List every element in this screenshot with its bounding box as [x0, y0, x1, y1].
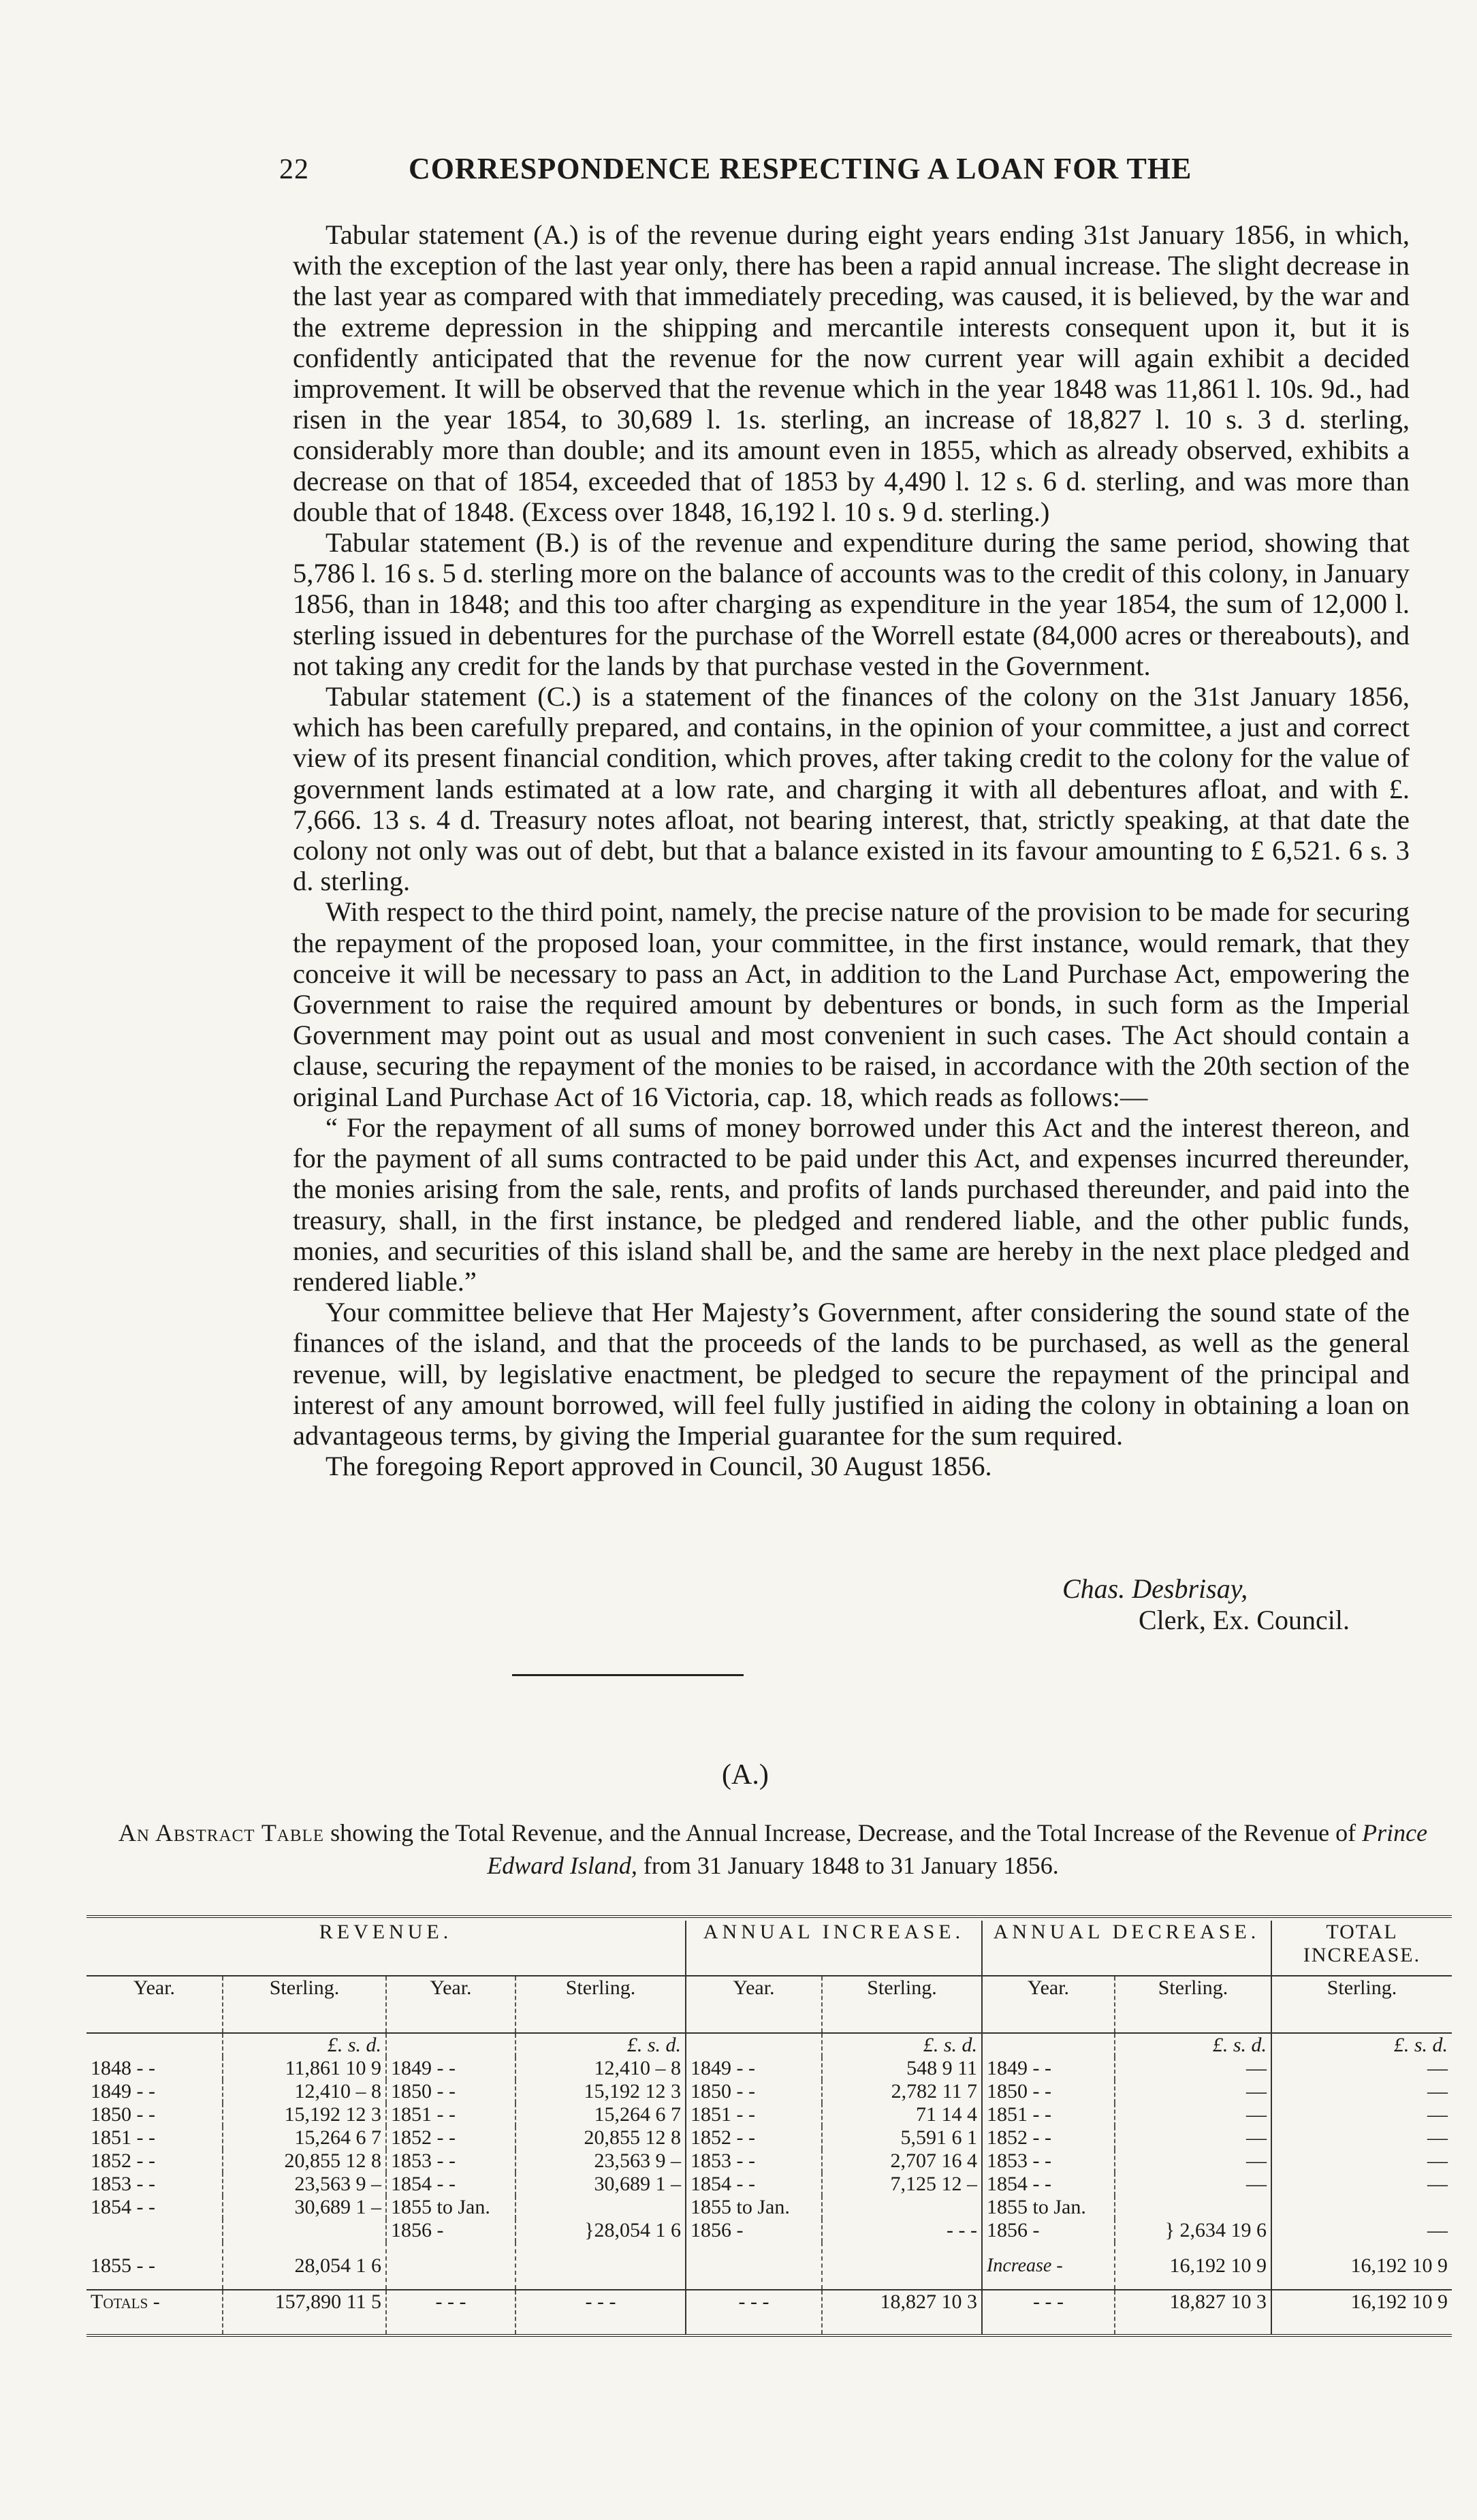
- rev1-year-cell: 1850 - -: [91, 2103, 155, 2126]
- rev1-value-cell: 30,689 1 –: [223, 2196, 386, 2219]
- rev1-year-cell: 1855 - -: [91, 2254, 155, 2277]
- inc-year-cell: 1850 - -: [686, 2080, 822, 2103]
- dec-year-cell: 1850 - -: [982, 2080, 1115, 2103]
- table-row: [86, 2126, 1452, 2149]
- inc-value-cell: 548 9 11: [822, 2057, 982, 2080]
- col-year: Year.: [86, 1976, 223, 2033]
- rev2-value-cell: 15,264 6 7: [515, 2103, 686, 2126]
- rev2-value-cell: 20,855 12 8: [515, 2126, 686, 2149]
- units-label: £. s. d.: [223, 2033, 386, 2057]
- rev2-value-cell: [515, 2196, 686, 2219]
- dec-year-cell: 1855 to Jan.: [982, 2196, 1115, 2219]
- inc-value-cell: [822, 2242, 982, 2290]
- col-sterling: Sterling.: [1115, 1976, 1271, 2033]
- rev1-value-cell: 20,855 12 8: [223, 2149, 386, 2173]
- caption-island: Prince Edward Island,: [487, 1819, 1428, 1879]
- col-sterling: Sterling.: [822, 1976, 982, 2033]
- inc-year-cell: [686, 2242, 822, 2290]
- totals-dash: - - -: [386, 2290, 515, 2335]
- running-title: CORRESPONDENCE RESPECTING A LOAN FOR THE: [409, 152, 1192, 185]
- total-increase-cell: —: [1271, 2126, 1452, 2149]
- table-row: [86, 2242, 1452, 2290]
- table-row: [86, 2219, 1452, 2242]
- col-sterling: Sterling.: [515, 1976, 686, 2033]
- rev1-year-cell: 1851 - -: [91, 2126, 155, 2149]
- rev2-year-cell: [386, 2242, 515, 2290]
- dec-value-cell: [1115, 2196, 1271, 2219]
- paragraph-committee-belief: Your committee believe that Her Majesty’s Government, after considering the sound state of the finances of the island, and that the proceeds of the lands to be purchased, as well as the general revenue, will, by legislative enactment, be pledged to secure the repayment of the principal and interest of any amount borrowed, will feel fully justified in aiding the colony in obtaining a loan on advantageous terms, by giving the Imperial guarantee for the sum required.: [293, 1297, 1410, 1451]
- rev2-year-cell: 1849 - -: [386, 2057, 515, 2080]
- rev1-value-cell: 11,861 10 9: [223, 2057, 386, 2080]
- inc-value-cell: [822, 2196, 982, 2219]
- rev1-value-cell: 23,563 9 –: [223, 2173, 386, 2196]
- units-row: [86, 2033, 1452, 2057]
- inc-year-cell: 1854 - -: [686, 2173, 822, 2196]
- rev1-year-cell: 1853 - -: [91, 2173, 155, 2195]
- rev1-value-cell: [223, 2219, 386, 2242]
- group-revenue: REVENUE.: [86, 1921, 686, 1976]
- totals-dash: - - -: [686, 2290, 822, 2335]
- col-year: Year.: [686, 1976, 822, 2033]
- table-row: [86, 2149, 1452, 2173]
- rev2-year-cell: 1854 - -: [386, 2173, 515, 2196]
- inc-year-cell: 1853 - -: [686, 2149, 822, 2173]
- dec-value-cell: —: [1115, 2149, 1271, 2173]
- inc-year-cell: 1856 -: [686, 2219, 822, 2242]
- totals-dash: - - -: [982, 2290, 1115, 2335]
- table-row: [86, 2080, 1452, 2103]
- col-sterling: Sterling.: [223, 1976, 386, 2033]
- total-increase-cell: —: [1271, 2149, 1452, 2173]
- inc-value-cell: 2,782 11 7: [822, 2080, 982, 2103]
- dec-year-cell: 1849 - -: [982, 2057, 1115, 2080]
- total-increase-cell: 16,192 10 9: [1271, 2242, 1452, 2290]
- paragraph-statement-b: Tabular statement (B.) is of the revenue and expenditure during the same period, showing that 5,786 l. 16 s. 5 d. sterling more on the balance of accounts was to the credit of this colony, in January 1856, than in 1848; and this too after charging as expenditure in the year 1854, the sum of 12,000 l. sterling issued in debentures for the purchase of the Worrell estate (84,000 acres or thereabouts), and not taking any credit for the lands by that purchase vested in the Government.: [293, 527, 1410, 681]
- rev1-year-cell: 1852 - -: [91, 2149, 155, 2172]
- page-number: 22: [279, 154, 309, 185]
- rev2-value-cell: 23,563 9 –: [515, 2149, 686, 2173]
- table-label: (A.): [722, 1759, 769, 1791]
- total-increase-cell: —: [1271, 2103, 1452, 2126]
- column-header-row: [86, 1976, 1452, 2033]
- total-increase-cell: —: [1271, 2173, 1452, 2196]
- rev2-value-cell: 30,689 1 –: [515, 2173, 686, 2196]
- table-row: [86, 2057, 1452, 2080]
- dec-value-cell: —: [1115, 2126, 1271, 2149]
- caption-end: from 31 January 1848 to 31 January 1856.: [637, 1852, 1059, 1879]
- col-year: Year.: [982, 1976, 1115, 2033]
- group-annual-increase: ANNUAL INCREASE.: [686, 1921, 982, 1976]
- total-increase-cell: —: [1271, 2219, 1452, 2242]
- inc-year-cell: 1855 to Jan.: [686, 2196, 822, 2219]
- paragraph-approval: The foregoing Report approved in Council, 30 August 1856.: [325, 1451, 992, 1482]
- inc-year-cell: 1851 - -: [686, 2103, 822, 2126]
- dec-year-cell: 1853 - -: [982, 2149, 1115, 2173]
- abstract-table: [86, 1915, 1452, 2337]
- dec-year-cell: Increase -: [982, 2242, 1115, 2290]
- rev2-year-cell: 1851 - -: [386, 2103, 515, 2126]
- units-label: £. s. d.: [1115, 2033, 1271, 2057]
- page-header: [279, 151, 1301, 186]
- dec-year-cell: 1852 - -: [982, 2126, 1115, 2149]
- totals-revenue: 157,890 11 5: [223, 2290, 386, 2335]
- col-sterling: Sterling.: [1271, 1976, 1452, 2033]
- rev1-value-cell: 15,192 12 3: [223, 2103, 386, 2126]
- table-body: [86, 2033, 1452, 2290]
- inc-value-cell: 7,125 12 –: [822, 2173, 982, 2196]
- group-header-row: [86, 1921, 1452, 1976]
- inc-value-cell: 71 14 4: [822, 2103, 982, 2126]
- signatory-name: Chas. Desbrisay,: [1062, 1573, 1248, 1604]
- caption-main: showing the Total Revenue, and the Annual Increase, Decrease, and the Total Increase of the Revenue of: [324, 1819, 1363, 1846]
- rev2-year-cell: 1853 - -: [386, 2149, 515, 2173]
- dec-value-cell: —: [1115, 2103, 1271, 2126]
- paragraph-statement-a: Tabular statement (A.) is of the revenue during eight years ending 31st January 1856, in which, with the exception of the last year only, there has been a rapid annual increase. The slight decrease in the last year as compared with that immediately preceding, was caused, it is believed, by the war and the extreme depression in the shipping and mercantile interests consequent upon it, but it is confidently anticipated that the revenue for the now current year will again exhibit a decided improvement. It will be observed that the revenue which in the year 1848 was 11,861 l. 10s. 9d., had risen in the year 1854, to 30,689 l. 1s. sterling, an increase of 18,827 l. 10 s. 3 d. sterling, considerably more than double; and its amount even in 1855, which as already observed, exhibits a decrease on that of 1854, exceeded that of 1853 by 4,490 l. 12 s. 6 d. sterling, and was more than double that of 1848. (Excess over 1848, 16,192 l. 10 s. 9 d. sterling.): [293, 219, 1410, 527]
- rev2-year-cell: 1856 -: [386, 2219, 515, 2242]
- paragraph-act-quotation: “ For the repayment of all sums of money borrowed under this Act and the interest thereon, and for the payment of all sums contracted to be paid under this Act, and expenses incurred thereunder, the monies arising from the sale, rents, and profits of lands purchased thereunder, and paid into the treasury, shall, in the first instance, be pledged and rendered liable, and the other public funds, monies, and securities of this island shall be, and the same are hereby in the next place pledged and rendered liable.”: [293, 1112, 1410, 1297]
- table-row: [86, 2196, 1452, 2219]
- inc-year-cell: 1849 - -: [686, 2057, 822, 2080]
- inc-value-cell: 5,591 6 1: [822, 2126, 982, 2149]
- totals-decrease: 18,827 10 3: [1115, 2290, 1271, 2335]
- rev2-year-cell: 1855 to Jan.: [386, 2196, 515, 2219]
- group-total-increase: TOTAL INCREASE.: [1271, 1921, 1452, 1976]
- rev1-value-cell: 12,410 – 8: [223, 2080, 386, 2103]
- totals-row: [86, 2290, 1452, 2335]
- total-increase-cell: —: [1271, 2080, 1452, 2103]
- dec-value-cell: } 2,634 19 6: [1115, 2219, 1271, 2242]
- units-label: £. s. d.: [515, 2033, 686, 2057]
- rev1-year-cell: 1849 - -: [91, 2080, 155, 2102]
- report-body: [293, 219, 1410, 1481]
- rev2-value-cell: }28,054 1 6: [515, 2219, 686, 2242]
- dec-value-cell: —: [1115, 2080, 1271, 2103]
- total-increase-cell: —: [1271, 2057, 1452, 2080]
- totals-dash: - - -: [515, 2290, 686, 2335]
- totals-label: Totals -: [86, 2290, 223, 2335]
- signature-block: [1062, 1573, 1403, 1636]
- rev2-value-cell: 12,410 – 8: [515, 2057, 686, 2080]
- rev1-value-cell: 15,264 6 7: [223, 2126, 386, 2149]
- dec-value-cell: —: [1115, 2173, 1271, 2196]
- group-annual-decrease: ANNUAL DECREASE.: [982, 1921, 1271, 1976]
- dec-year-cell: 1856 -: [982, 2219, 1115, 2242]
- rev2-value-cell: [515, 2242, 686, 2290]
- paragraph-statement-c: Tabular statement (C.) is a statement of the finances of the colony on the 31st January 1856, which has been carefully prepared, and contains, in the opinion of your committee, a just and correct view of its present financial condition, which proves, after taking credit to the colony for the value of government lands estimated at a low rate, and charging it with all debentures afloat, and with £. 7,666. 13 s. 4 d. Treasury notes afloat, not bearing interest, that, strictly speaking, at that date the colony not only was out of debt, but that a balance existed in its favour amounting to £ 6,521. 6 s. 3 d. sterling.: [293, 681, 1410, 897]
- total-increase-cell: [1271, 2196, 1452, 2219]
- dec-year-cell: 1851 - -: [982, 2103, 1115, 2126]
- table-row: [86, 2173, 1452, 2196]
- table-caption: [89, 1816, 1457, 1882]
- col-year: Year.: [386, 1976, 515, 2033]
- table-row: [86, 2103, 1452, 2126]
- rev2-value-cell: 15,192 12 3: [515, 2080, 686, 2103]
- rev1-year-cell: 1854 - -: [91, 2196, 155, 2218]
- units-label: £. s. d.: [822, 2033, 982, 2057]
- dec-value-cell: —: [1115, 2057, 1271, 2080]
- units-label: £. s. d.: [1271, 2033, 1452, 2057]
- section-divider: [512, 1674, 744, 1676]
- rev2-year-cell: 1850 - -: [386, 2080, 515, 2103]
- caption-prefix: An Abstract Table: [118, 1819, 325, 1846]
- inc-year-cell: 1852 - -: [686, 2126, 822, 2149]
- paragraph-third-point: With respect to the third point, namely, the precise nature of the provision to be made for securing the repayment of the proposed loan, your committee, in the first instance, would remark, that they conceive it will be necessary to pass an Act, in addition to the Land Purchase Act, empowering the Government to raise the required amount by debentures or bonds, in such form as the Imperial Government may point out as usual and most convenient in such cases. The Act should contain a clause, securing the repayment of the monies to be raised, in accordance with the 20th section of the original Land Purchase Act of 16 Victoria, cap. 18, which reads as follows:—: [293, 896, 1410, 1112]
- rev1-value-cell: 28,054 1 6: [223, 2242, 386, 2290]
- rev1-year-cell: [86, 2219, 223, 2242]
- inc-value-cell: - - -: [822, 2219, 982, 2242]
- rev2-year-cell: 1852 - -: [386, 2126, 515, 2149]
- rev1-year-cell: 1848 - -: [91, 2057, 155, 2079]
- inc-value-cell: 2,707 16 4: [822, 2149, 982, 2173]
- dec-value-cell: 16,192 10 9: [1115, 2242, 1271, 2290]
- totals-increase: 18,827 10 3: [822, 2290, 982, 2335]
- signatory-office: Clerk, Ex. Council.: [1139, 1605, 1350, 1635]
- dec-year-cell: 1854 - -: [982, 2173, 1115, 2196]
- totals-total-increase: 16,192 10 9: [1271, 2290, 1452, 2335]
